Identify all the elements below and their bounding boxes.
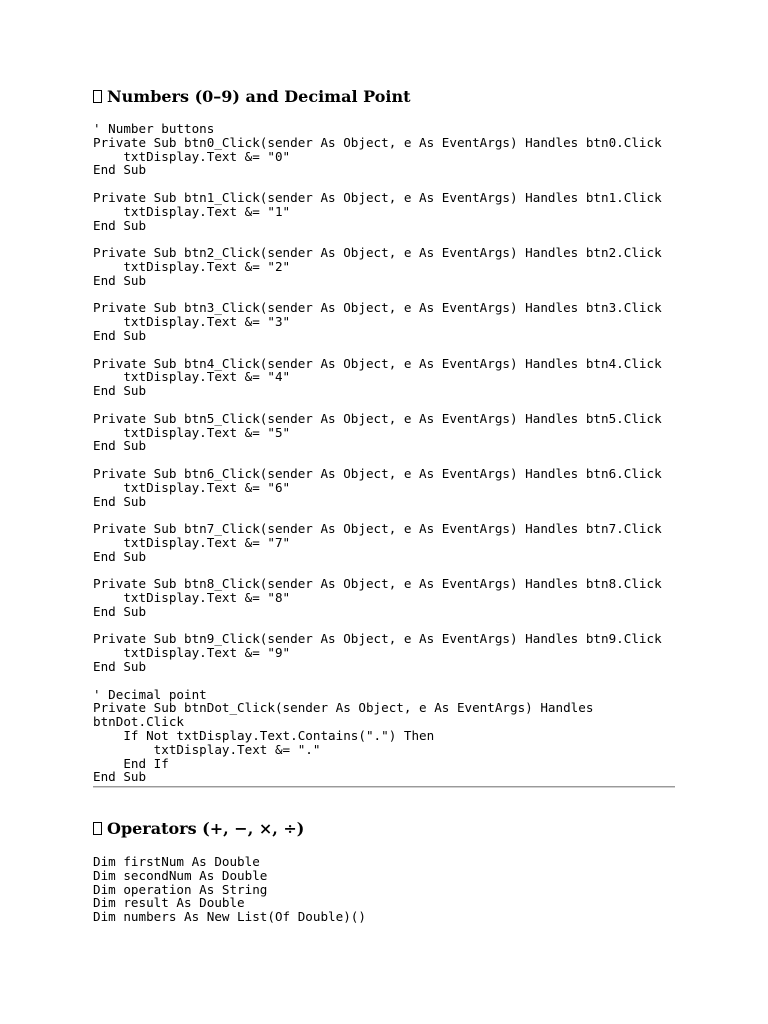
code-line: txtDisplay.Text &= "6" [93, 479, 291, 495]
code-line: Private Sub btn2_Click(sender As Object, e As EventArgs) Handles btn2.Click [93, 245, 662, 261]
blank-line [93, 674, 662, 688]
code-line: End Sub [93, 272, 147, 288]
code-line: txtDisplay.Text &= "9" [93, 645, 291, 661]
blank-line [93, 453, 662, 467]
code-line: End Sub [93, 327, 147, 343]
blank-line [93, 564, 662, 578]
blank-line [93, 619, 662, 633]
code-line: txtDisplay.Text &= "7" [93, 534, 291, 550]
blank-line [93, 232, 662, 246]
code-line: End If [93, 755, 169, 771]
code-line: txtDisplay.Text &= "." [93, 741, 321, 757]
code-line: Private Sub btn0_Click(sender As Object, e As EventArgs) Handles btn0.Click [93, 134, 662, 150]
missing-glyph-icon [93, 90, 102, 103]
code-block-operators [93, 855, 366, 924]
section-heading-text: Numbers (0–9) and Decimal Point [107, 87, 411, 106]
missing-glyph-icon [93, 822, 102, 835]
code-line: Dim result As Double [93, 895, 245, 911]
code-line: Private Sub btn7_Click(sender As Object, e As EventArgs) Handles btn7.Click [93, 521, 662, 537]
code-line: txtDisplay.Text &= "0" [93, 148, 291, 164]
code-line: Private Sub btn6_Click(sender As Object, e As EventArgs) Handles btn6.Click [93, 465, 662, 481]
code-line: Private Sub btn3_Click(sender As Object, e As EventArgs) Handles btn3.Click [93, 300, 662, 316]
section-divider [93, 786, 675, 788]
code-line: Private Sub btnDot_Click(sender As Object, e As EventArgs) Handles [93, 700, 594, 716]
blank-line [93, 177, 662, 191]
code-line: End Sub [93, 383, 147, 399]
code-line: Private Sub btn5_Click(sender As Object, e As EventArgs) Handles btn5.Click [93, 410, 662, 426]
code-line: ' Decimal point [93, 686, 207, 702]
code-line: txtDisplay.Text &= "3" [93, 314, 291, 330]
blank-line [93, 288, 662, 302]
code-line: End Sub [93, 769, 147, 785]
section-heading-numbers [93, 87, 411, 107]
code-line: End Sub [93, 548, 147, 564]
code-line: Dim numbers As New List(Of Double)() [93, 909, 366, 925]
code-line: End Sub [93, 493, 147, 509]
code-line: Private Sub btn8_Click(sender As Object, e As EventArgs) Handles btn8.Click [93, 576, 662, 592]
code-line: Dim secondNum As Double [93, 867, 268, 883]
code-line: txtDisplay.Text &= "1" [93, 203, 291, 219]
code-line: ' Number buttons [93, 121, 215, 136]
blank-line [93, 508, 662, 522]
section-heading-text: Operators (+, −, ×, ÷) [107, 819, 305, 838]
code-line: End Sub [93, 659, 147, 675]
code-line: If Not txtDisplay.Text.Contains(".") Then [93, 728, 435, 744]
code-line: End Sub [93, 217, 147, 233]
code-line: txtDisplay.Text &= "5" [93, 424, 291, 440]
blank-line [93, 398, 662, 412]
code-line: Private Sub btn9_Click(sender As Object, e As EventArgs) Handles btn9.Click [93, 631, 662, 647]
code-line: txtDisplay.Text &= "4" [93, 369, 291, 385]
code-line: txtDisplay.Text &= "8" [93, 590, 291, 606]
code-line: End Sub [93, 603, 147, 619]
code-block-numbers [93, 122, 662, 784]
section-heading-operators [93, 819, 304, 839]
code-line: Private Sub btn1_Click(sender As Object, e As EventArgs) Handles btn1.Click [93, 189, 662, 205]
code-line: txtDisplay.Text &= "2" [93, 258, 291, 274]
code-line: End Sub [93, 162, 147, 178]
code-line: Dim operation As String [93, 881, 268, 897]
code-line: btnDot.Click [93, 714, 184, 730]
code-line: Private Sub btn4_Click(sender As Object, e As EventArgs) Handles btn4.Click [93, 355, 662, 371]
code-line: End Sub [93, 438, 147, 454]
code-line: Dim firstNum As Double [93, 854, 260, 869]
blank-line [93, 343, 662, 357]
